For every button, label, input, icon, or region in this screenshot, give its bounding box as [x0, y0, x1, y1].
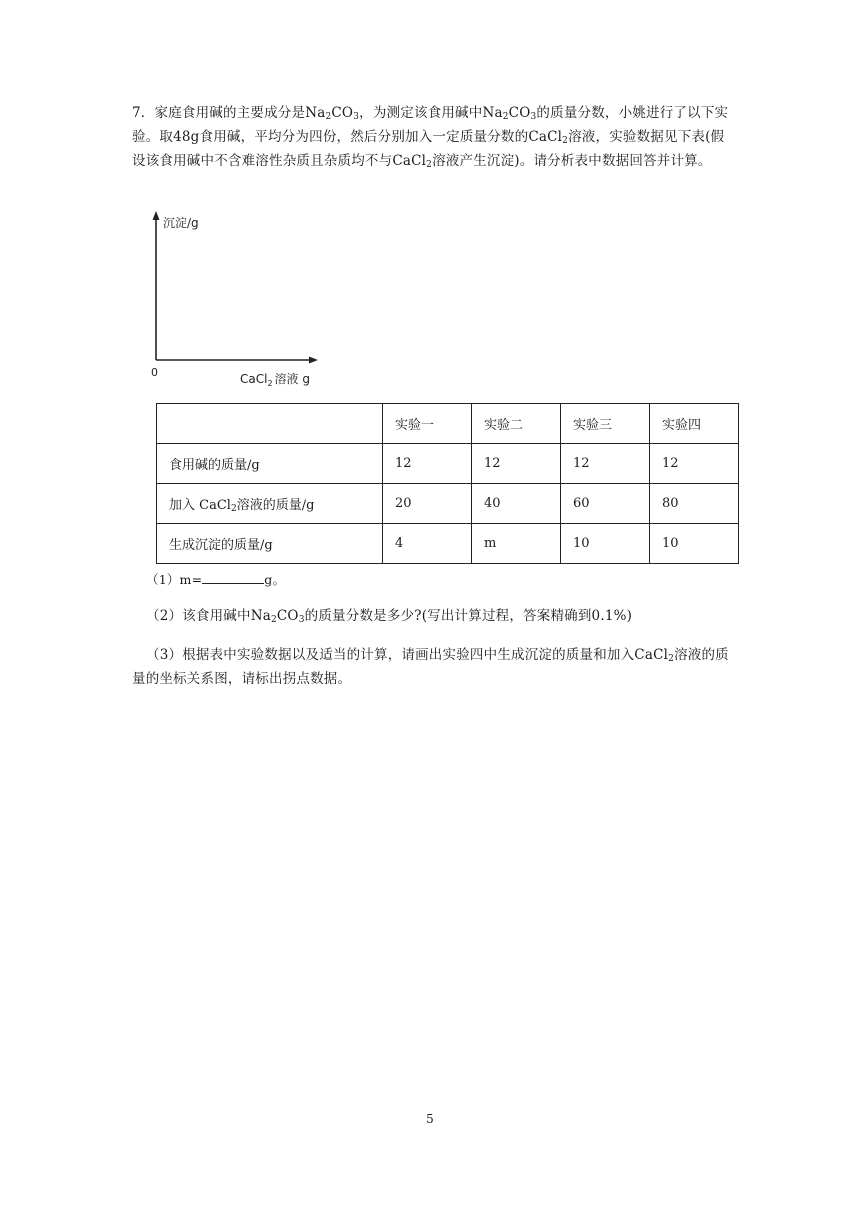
- table-cell: 4: [383, 524, 472, 564]
- y-axis-arrow-icon: [153, 211, 160, 220]
- table-cell: 12: [561, 444, 650, 484]
- table-cell: 60: [561, 484, 650, 524]
- table-cell: 12: [383, 444, 472, 484]
- table-header-cell: 实验四: [650, 404, 739, 444]
- table-row: [157, 484, 739, 524]
- table-cell: 80: [650, 484, 739, 524]
- question-7-stem: 7．家庭食用碱的主要成分是$Na_2CO_3$，为测定该食用碱中$Na_2CO_3$的质量分数，小姚进行了以下实验。取48g食用碱，平均分为四份，然后分别加入一定质量分数的CaCl$_2$溶液，实验数据见下表(假设该食用碱中不含难溶性杂质且杂质均不与CaCl$_2$溶液产生沉淀)。请分析表中数据回答并计算。: [132, 105, 729, 170]
- table-row: [157, 444, 739, 484]
- sub-question-3: （3）根据表中实验数据以及适当的计算，请画出实验四中生成沉淀的质量和加入CaCl$_2$溶液的质量的坐标关系图，请标出拐点数据。: [132, 647, 729, 687]
- page-number: 5: [426, 1112, 434, 1126]
- table-header-cell: 实验三: [561, 404, 650, 444]
- table-header-cell: 实验二: [472, 404, 561, 444]
- table-cell: 12: [472, 444, 561, 484]
- table-header-row: [157, 404, 739, 444]
- origin-label: 0: [151, 366, 158, 379]
- row-label: 生成沉淀的质量/g: [157, 524, 383, 564]
- answer-blank[interactable]: [202, 569, 264, 584]
- table-row: [157, 524, 739, 564]
- table-cell: m: [472, 524, 561, 564]
- y-axis-label: 沉淀/g: [163, 216, 199, 230]
- table-cell: 40: [472, 484, 561, 524]
- question-number: 7．: [132, 105, 155, 121]
- experiment-data-table: [156, 403, 739, 564]
- row-label: 食用碱的质量/g: [157, 444, 383, 484]
- table-cell: 10: [650, 524, 739, 564]
- sub-question-2: （2）该食用碱中$Na_2CO_3$的质量分数是多少?(写出计算过程，答案精确到0.1%): [146, 608, 633, 625]
- table-cell: 10: [561, 524, 650, 564]
- row-label: 加入 CaCl$_2$溶液的质量/g: [157, 484, 383, 524]
- blank-coordinate-axes: [140, 205, 340, 390]
- x-axis-arrow-icon: [309, 357, 318, 364]
- table-cell: 20: [383, 484, 472, 524]
- table-header-cell: 实验一: [383, 404, 472, 444]
- sub-question-1: （1）m= g。: [146, 568, 746, 592]
- table-cell: 12: [650, 444, 739, 484]
- table-header-cell: [157, 404, 383, 444]
- x-axis-label: CaCl$_2$ 溶液 g: [240, 372, 310, 388]
